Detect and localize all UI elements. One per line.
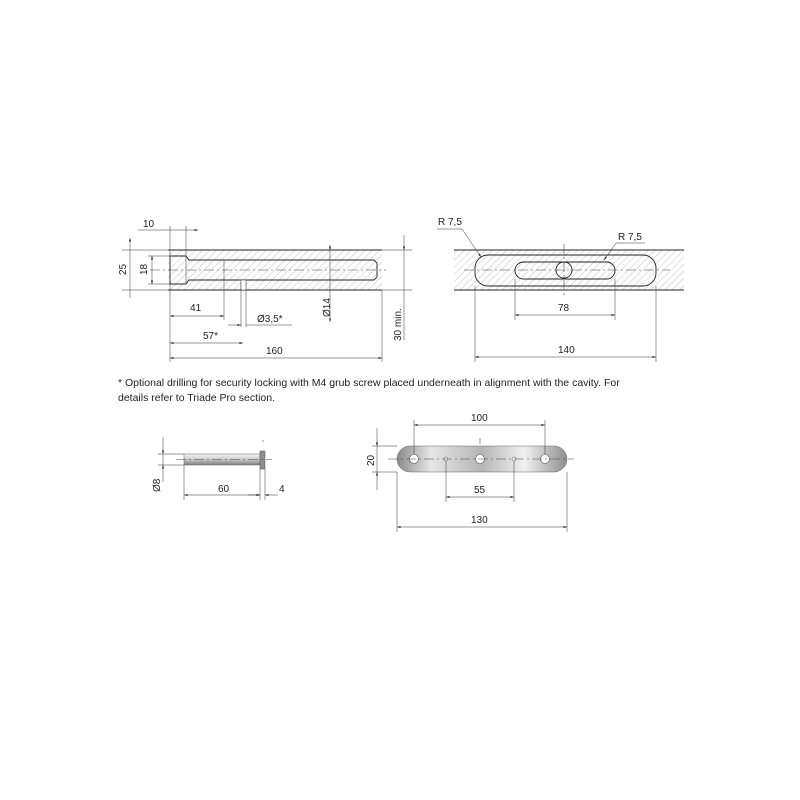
svg-text:4: 4 [279, 484, 285, 495]
svg-text:55: 55 [474, 485, 486, 496]
dim-41 [170, 280, 224, 362]
view-pin [152, 437, 285, 500]
svg-text:41: 41 [190, 303, 202, 314]
dim-30-min [382, 235, 412, 341]
dim-drill-3-5 [228, 314, 292, 325]
dim-140 [475, 286, 656, 362]
view-side-section [118, 219, 412, 362]
dim-pin-8 [152, 437, 184, 492]
svg-text:18: 18 [139, 263, 150, 275]
footnote: * Optional drilling for security locking with M4 grub screw placed underneath in alignment with the cavity. For details refer to Triade Pro section. [118, 377, 620, 404]
svg-text:10: 10 [143, 219, 155, 230]
svg-text:Ø14: Ø14 [322, 298, 333, 317]
svg-text:Ø8: Ø8 [152, 478, 163, 492]
svg-text:R 7,5: R 7,5 [438, 217, 462, 228]
svg-text:60: 60 [218, 484, 230, 495]
dim-160 [170, 290, 382, 362]
svg-text:140: 140 [558, 345, 575, 356]
svg-text:30 min.: 30 min. [393, 308, 404, 341]
svg-text:20: 20 [366, 454, 377, 466]
svg-text:130: 130 [471, 515, 488, 526]
svg-text:57*: 57* [203, 331, 219, 342]
dim-4 [248, 469, 285, 500]
svg-text:78: 78 [558, 303, 570, 314]
svg-text:R 7,5: R 7,5 [618, 232, 642, 243]
view-flat-bar [366, 413, 574, 532]
svg-text:160: 160 [266, 346, 283, 357]
dim-57 [170, 331, 243, 343]
dim-130 [397, 472, 567, 532]
pin-head [260, 451, 265, 469]
svg-text:25: 25 [118, 263, 129, 275]
svg-text:100: 100 [471, 413, 488, 424]
svg-text:Ø3,5*: Ø3,5* [257, 314, 283, 325]
view-top-slot [437, 217, 684, 362]
